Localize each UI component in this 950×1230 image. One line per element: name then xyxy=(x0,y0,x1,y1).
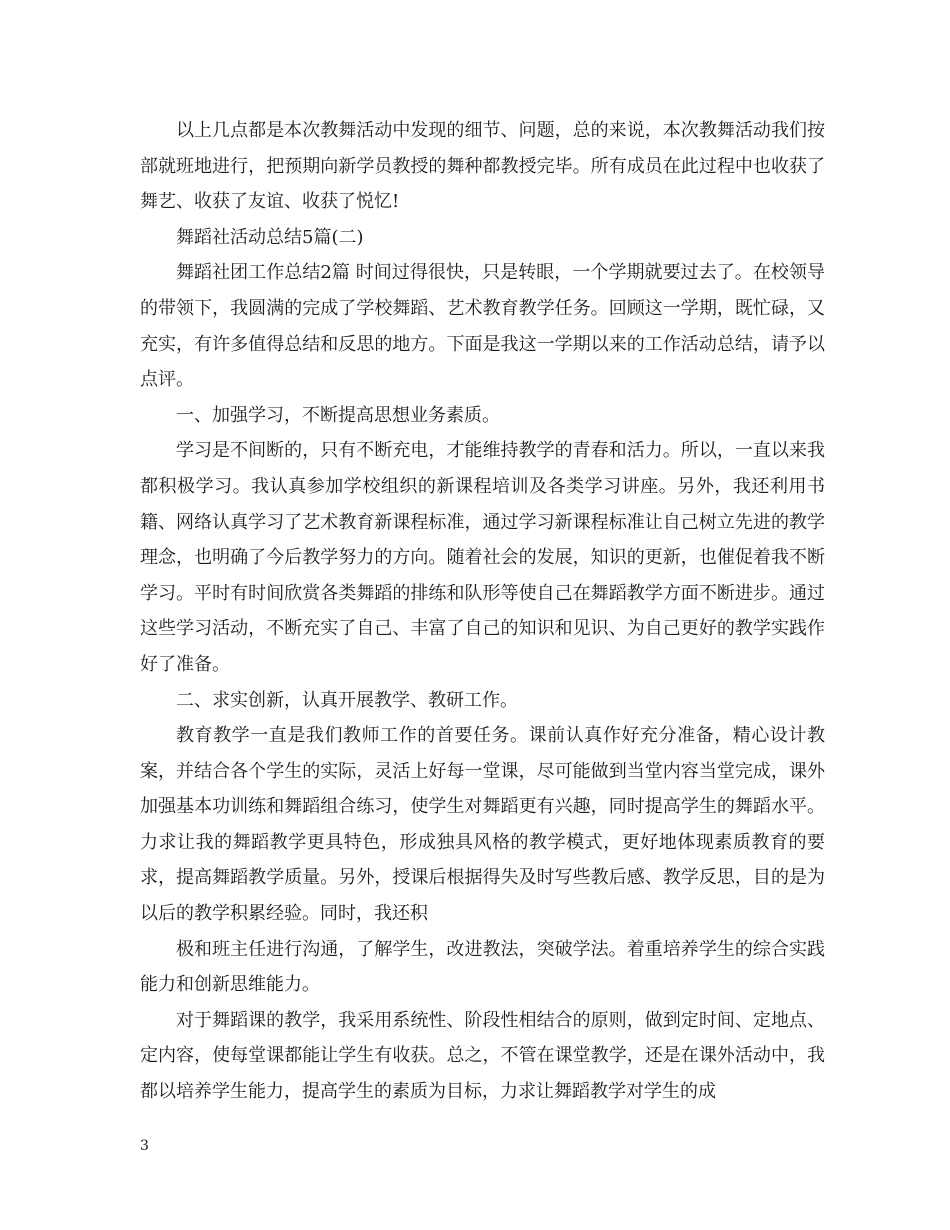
paragraph: 舞蹈社团工作总结2篇 时间过得很快，只是转眼，一个学期就要过去了。在校领导的带领下，我圆满的完成了学校舞蹈、艺术教育教学任务。回顾这一学期，既忙碌，又充实，有许多值得总结和反思的地方。下面是我这一学期以来的工作活动总结，请予以点评。 xyxy=(140,262,825,391)
section-heading: 舞蹈社活动总结5篇(二) xyxy=(176,226,364,248)
section-heading: 二、求实创新，认真开展教学、教研工作。 xyxy=(176,689,518,711)
paragraph: 以上几点都是本次教舞活动中发现的细节、问题，总的来说，本次教舞活动我们按部就班地进行，把预期向新学员教授的舞种都教授完毕。所有成员在此过程中也收获了舞艺、收获了友谊、收获了悦忆! xyxy=(140,120,825,213)
paragraph: 学习是不间断的，只有不断充电，才能维持教学的青春和活力。所以，一直以来我都积极学习。我认真参加学校组织的新课程培训及各类学习讲座。另外，我还利用书籍、网络认真学习了艺术教育新课程标准，通过学习新课程标准让自己树立先进的教学理念，也明确了今后教学努力的方向。随着社会的发展，知识的更新，也催促着我不断学习。平时有时间欣赏各类舞蹈的排练和队形等使自己在舞蹈教学方面不断进步。通过这些学习活动，不断充实了自己、丰富了自己的知识和见识、为自己更好的教学实践作好了准备。 xyxy=(140,440,825,675)
document-body xyxy=(140,113,825,1110)
paragraph: 极和班主任进行沟通，了解学生，改进教法，突破学法。着重培养学生的综合实践能力和创新思维能力。 xyxy=(140,938,825,996)
section-heading: 一、加强学习，不断提高思想业务素质。 xyxy=(176,404,500,426)
paragraph: 对于舞蹈课的教学，我采用系统性、阶段性相结合的原则，做到定时间、定地点、定内容，使每堂课都能让学生有收获。总之，不管在课堂教学，还是在课外活动中，我都以培养学生能力，提高学生的素质为目标，力求让舞蹈教学对学生的成 xyxy=(140,1009,825,1103)
page-number: 3 xyxy=(140,1138,149,1154)
paragraph: 教育教学一直是我们教师工作的首要任务。课前认真作好充分准备，精心设计教案，并结合各个学生的实际，灵活上好每一堂课，尽可能做到当堂内容当堂完成，课外加强基本功训练和舞蹈组合练习，使学生对舞蹈更有兴趣，同时提高学生的舞蹈水平。力求让我的舞蹈教学更具特色，形成独具风格的教学模式，更好地体现素质教育的要求，提高舞蹈教学质量。另外，授课后根据得失及时写些教后感、教学反思，目的是为以后的教学积累经验。同时，我还积 xyxy=(140,725,825,925)
